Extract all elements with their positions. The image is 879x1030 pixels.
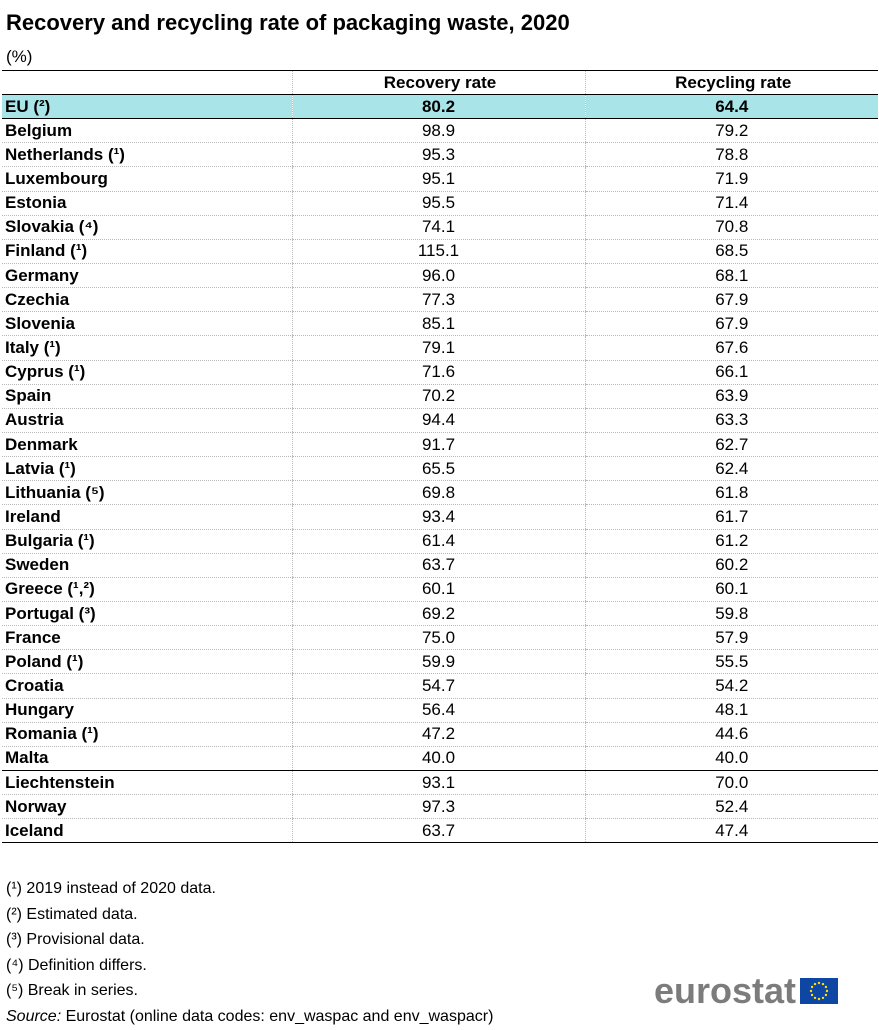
recovery-rate-cell: 47.2 xyxy=(292,722,585,746)
recovery-rate-cell: 80.2 xyxy=(292,95,585,119)
country-cell: Sweden xyxy=(2,553,292,577)
table-row xyxy=(2,263,878,287)
country-cell: Belgium xyxy=(2,119,292,143)
recycling-rate-cell: 70.8 xyxy=(585,215,878,239)
recovery-rate-cell: 85.1 xyxy=(292,312,585,336)
flag-star xyxy=(822,983,824,985)
country-cell: France xyxy=(2,626,292,650)
table-row xyxy=(2,553,878,577)
country-cell: Liechtenstein xyxy=(2,770,292,794)
country-cell: Luxembourg xyxy=(2,167,292,191)
table-row xyxy=(2,577,878,601)
header-row xyxy=(2,71,878,95)
table-row xyxy=(2,119,878,143)
flag-star xyxy=(825,986,827,988)
table-row xyxy=(2,770,878,794)
country-cell: Italy (¹) xyxy=(2,336,292,360)
recovery-rate-cell: 63.7 xyxy=(292,819,585,843)
table-row xyxy=(2,360,878,384)
country-cell: Romania (¹) xyxy=(2,722,292,746)
source-text: Eurostat (online data codes: env_waspac and env_waspacr) xyxy=(61,1007,494,1025)
table-row xyxy=(2,191,878,215)
table-row xyxy=(2,795,878,819)
country-cell: Austria xyxy=(2,408,292,432)
flag-star xyxy=(826,990,828,992)
table-row xyxy=(2,481,878,505)
recovery-rate-cell: 91.7 xyxy=(292,432,585,456)
recycling-rate-cell: 61.7 xyxy=(585,505,878,529)
table-row xyxy=(2,746,878,770)
recycling-rate-cell: 62.4 xyxy=(585,457,878,481)
recovery-rate-cell: 40.0 xyxy=(292,746,585,770)
header-country xyxy=(2,71,292,95)
recycling-rate-cell: 61.8 xyxy=(585,481,878,505)
recovery-rate-cell: 93.1 xyxy=(292,770,585,794)
recycling-rate-cell: 52.4 xyxy=(585,795,878,819)
recovery-rate-cell: 59.9 xyxy=(292,650,585,674)
footnote: (⁴) Definition differs. xyxy=(6,956,147,974)
country-cell: Finland (¹) xyxy=(2,239,292,263)
recovery-rate-cell: 54.7 xyxy=(292,674,585,698)
country-cell: Croatia xyxy=(2,674,292,698)
table-row xyxy=(2,215,878,239)
recovery-rate-cell: 75.0 xyxy=(292,626,585,650)
flag-star xyxy=(814,997,816,999)
recovery-rate-cell: 60.1 xyxy=(292,577,585,601)
table-row xyxy=(2,336,878,360)
recycling-rate-cell: 64.4 xyxy=(585,95,878,119)
recycling-rate-cell: 63.3 xyxy=(585,408,878,432)
flag-star xyxy=(818,982,820,984)
country-cell: Germany xyxy=(2,263,292,287)
table-row xyxy=(2,529,878,553)
footnote: (²) Estimated data. xyxy=(6,905,138,923)
table-row xyxy=(2,143,878,167)
table-row xyxy=(2,674,878,698)
recycling-rate-cell: 60.1 xyxy=(585,577,878,601)
recovery-rate-cell: 94.4 xyxy=(292,408,585,432)
country-cell: Slovenia xyxy=(2,312,292,336)
recovery-rate-cell: 97.3 xyxy=(292,795,585,819)
recycling-rate-cell: 62.7 xyxy=(585,432,878,456)
country-cell: Lithuania (⁵) xyxy=(2,481,292,505)
table-row xyxy=(2,239,878,263)
recovery-rate-cell: 115.1 xyxy=(292,239,585,263)
country-cell: Bulgaria (¹) xyxy=(2,529,292,553)
recycling-rate-cell: 48.1 xyxy=(585,698,878,722)
recovery-rate-cell: 95.3 xyxy=(292,143,585,167)
recycling-rate-cell: 71.4 xyxy=(585,191,878,215)
table-row xyxy=(2,432,878,456)
eu-flag-icon xyxy=(800,978,838,1004)
recycling-rate-cell: 67.6 xyxy=(585,336,878,360)
source-label: Source: xyxy=(6,1007,62,1025)
recovery-rate-cell: 77.3 xyxy=(292,288,585,312)
recycling-rate-cell: 68.1 xyxy=(585,263,878,287)
recycling-rate-cell: 78.8 xyxy=(585,143,878,167)
country-cell: Netherlands (¹) xyxy=(2,143,292,167)
recycling-rate-cell: 67.9 xyxy=(585,288,878,312)
recycling-rate-cell: 70.0 xyxy=(585,770,878,794)
data-table xyxy=(2,70,878,843)
country-cell: Iceland xyxy=(2,819,292,843)
country-cell: Malta xyxy=(2,746,292,770)
flag-star xyxy=(818,998,820,1000)
table-row xyxy=(2,312,878,336)
recycling-rate-cell: 40.0 xyxy=(585,746,878,770)
source-line xyxy=(6,1004,493,1030)
recovery-rate-cell: 69.8 xyxy=(292,481,585,505)
country-cell: Poland (¹) xyxy=(2,650,292,674)
table-row xyxy=(2,698,878,722)
table-row xyxy=(2,167,878,191)
recycling-rate-cell: 67.9 xyxy=(585,312,878,336)
country-cell: Greece (¹,²) xyxy=(2,577,292,601)
recovery-rate-cell: 79.1 xyxy=(292,336,585,360)
table-row xyxy=(2,288,878,312)
country-cell: Ireland xyxy=(2,505,292,529)
recovery-rate-cell: 98.9 xyxy=(292,119,585,143)
header-recycling-rate: Recycling rate xyxy=(585,71,878,95)
header-recovery-rate: Recovery rate xyxy=(292,71,585,95)
country-cell: Latvia (¹) xyxy=(2,457,292,481)
page-title: Recovery and recycling rate of packaging waste, 2020 xyxy=(6,10,570,35)
recycling-rate-cell: 44.6 xyxy=(585,722,878,746)
unit-label: (%) xyxy=(6,47,33,66)
recovery-rate-cell: 69.2 xyxy=(292,601,585,625)
recovery-rate-cell: 70.2 xyxy=(292,384,585,408)
recycling-rate-cell: 61.2 xyxy=(585,529,878,553)
recycling-rate-cell: 68.5 xyxy=(585,239,878,263)
recovery-rate-cell: 95.5 xyxy=(292,191,585,215)
country-cell: Cyprus (¹) xyxy=(2,360,292,384)
country-cell: Spain xyxy=(2,384,292,408)
flag-star xyxy=(810,990,812,992)
table-row xyxy=(2,408,878,432)
recycling-rate-cell: 63.9 xyxy=(585,384,878,408)
recycling-rate-cell: 71.9 xyxy=(585,167,878,191)
recovery-rate-cell: 96.0 xyxy=(292,263,585,287)
recycling-rate-cell: 57.9 xyxy=(585,626,878,650)
table-row xyxy=(2,601,878,625)
country-cell: Slovakia (⁴) xyxy=(2,215,292,239)
recovery-rate-cell: 93.4 xyxy=(292,505,585,529)
country-cell: Portugal (³) xyxy=(2,601,292,625)
country-cell: Norway xyxy=(2,795,292,819)
recycling-rate-cell: 47.4 xyxy=(585,819,878,843)
recovery-rate-cell: 61.4 xyxy=(292,529,585,553)
recycling-rate-cell: 79.2 xyxy=(585,119,878,143)
table-row xyxy=(2,650,878,674)
table-row xyxy=(2,95,878,119)
recycling-rate-cell: 59.8 xyxy=(585,601,878,625)
flag-star xyxy=(822,997,824,999)
recycling-rate-cell: 55.5 xyxy=(585,650,878,674)
recovery-rate-cell: 95.1 xyxy=(292,167,585,191)
logo-text: eurostat xyxy=(654,970,797,1011)
flag-star xyxy=(825,994,827,996)
flag-star xyxy=(811,994,813,996)
table-row xyxy=(2,819,878,843)
country-cell: Hungary xyxy=(2,698,292,722)
table-row xyxy=(2,384,878,408)
country-cell: Czechia xyxy=(2,288,292,312)
recovery-rate-cell: 74.1 xyxy=(292,215,585,239)
table-row xyxy=(2,457,878,481)
footnote: (¹) 2019 instead of 2020 data. xyxy=(6,880,216,897)
footnote: (⁵) Break in series. xyxy=(6,982,138,1000)
table-row xyxy=(2,505,878,529)
footnotes xyxy=(6,876,493,1030)
recovery-rate-cell: 56.4 xyxy=(292,698,585,722)
recycling-rate-cell: 60.2 xyxy=(585,553,878,577)
country-cell: EU (²) xyxy=(2,95,292,119)
flag-star xyxy=(814,983,816,985)
country-cell: Denmark xyxy=(2,432,292,456)
country-cell: Estonia xyxy=(2,191,292,215)
recycling-rate-cell: 66.1 xyxy=(585,360,878,384)
footnote: (³) Provisional data. xyxy=(6,931,145,949)
recovery-rate-cell: 63.7 xyxy=(292,553,585,577)
recycling-rate-cell: 54.2 xyxy=(585,674,878,698)
table-row xyxy=(2,626,878,650)
eurostat-logo xyxy=(654,970,838,1012)
recovery-rate-cell: 65.5 xyxy=(292,457,585,481)
recovery-rate-cell: 71.6 xyxy=(292,360,585,384)
flag-star xyxy=(811,986,813,988)
table-row xyxy=(2,722,878,746)
